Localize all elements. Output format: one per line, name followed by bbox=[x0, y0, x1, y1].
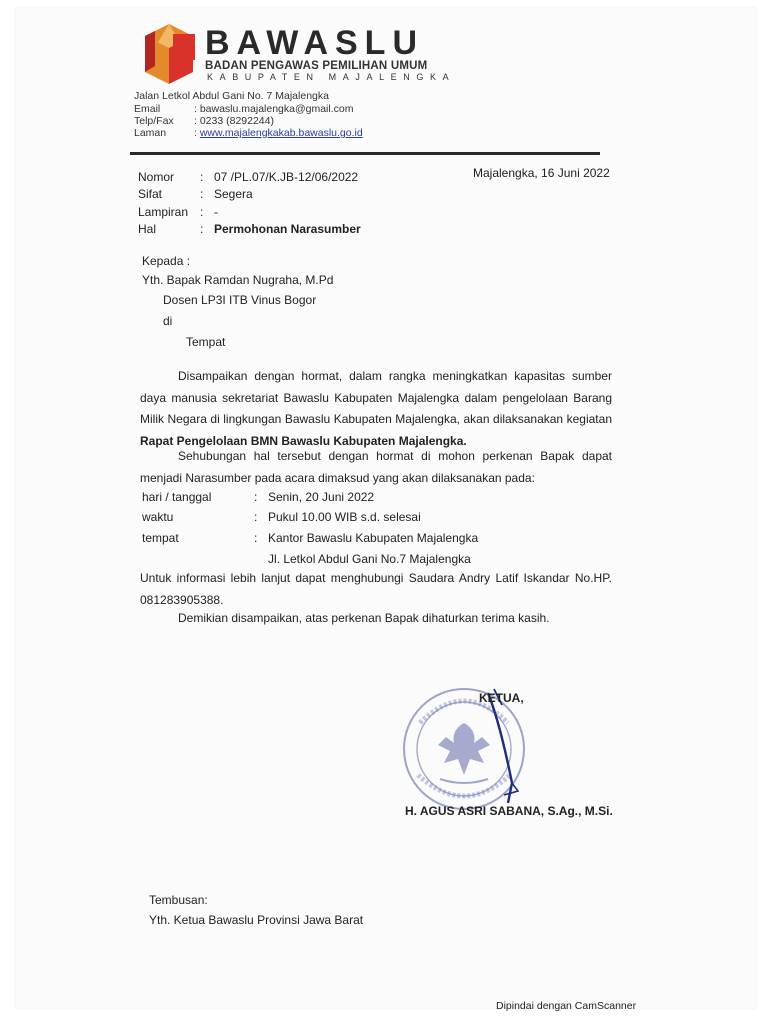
email-label: Email bbox=[134, 103, 161, 115]
cc-label: Tembusan: bbox=[149, 893, 208, 907]
paragraph-closing: Demikian disampaikan, atas perkenan Bapak dihaturkan terima kasih. bbox=[178, 611, 550, 625]
letter-meta: Nomor : 07 /PL.07/K.JB-12/06/2022 Sifat : Segera Lampiran : - Hal : Permohonan Narasumber bbox=[138, 170, 361, 236]
email-value: : bawaslu.majalengka@gmail.com bbox=[194, 103, 354, 115]
kepada-label: Kepada : bbox=[142, 254, 191, 268]
phone-label: Telp/Fax bbox=[134, 115, 174, 127]
nomor-label: Nomor bbox=[138, 170, 175, 184]
signatory-title: KETUA, bbox=[479, 691, 524, 705]
contact-block: Email : bawaslu.majalengka@gmail.com Telp/Fax : 0233 (8292244) Laman : www.majalengkakab.bawaslu.go.id bbox=[134, 103, 363, 139]
hal-label: Hal bbox=[138, 222, 157, 236]
office-address: Jalan Letkol Abdul Gani No. 7 Majalengka bbox=[134, 90, 329, 102]
brand-region: KABUPATEN MAJALENGKA bbox=[207, 72, 456, 82]
lampiran-value: - bbox=[214, 205, 218, 219]
detail-place-value: Kantor Bawaslu Kabupaten Majalengka bbox=[268, 531, 479, 545]
sifat-value: Segera bbox=[214, 187, 253, 201]
camscanner-watermark: Dipindai dengan CamScanner bbox=[496, 1000, 637, 1012]
recipient-di: di bbox=[163, 314, 173, 328]
brand-name: BAWASLU bbox=[205, 24, 424, 62]
detail-date-value: Senin, 20 Juni 2022 bbox=[268, 490, 375, 504]
website-label: Laman bbox=[134, 127, 167, 139]
brand-subtitle: BADAN PENGAWAS PEMILIHAN UMUM bbox=[205, 60, 428, 72]
phone-value: : 0233 (8292244) bbox=[194, 115, 274, 127]
bawaslu-logo bbox=[135, 22, 205, 88]
recipient-position: Dosen LP3I ITB Vinus Bogor bbox=[163, 293, 317, 307]
detail-place-label: tempat bbox=[142, 531, 179, 545]
hal-value: Permohonan Narasumber bbox=[214, 222, 361, 236]
recipient-name: Yth. Bapak Ramdan Nugraha, M.Pd bbox=[142, 273, 334, 287]
paragraph-intro: Disampaikan dengan hormat, dalam rangka meningkatkan kapasitas sumber daya manusia sekretariat Bawaslu Kabupaten Majalengka dalam pengelolaan Barang Milik Negara di lingkungan Bawaslu Kabupaten Majalengka, akan dilaksanakan kegiatan Rapat Pengelolaan BMN Bawaslu Kabupaten Majalengka. bbox=[140, 369, 612, 448]
paragraph-contact: Untuk informasi lebih lanjut dapat menghubungi Saudara Andry Latif Iskandar No.HP. 081283905388. bbox=[140, 571, 612, 607]
nomor-value: 07 /PL.07/K.JB-12/06/2022 bbox=[214, 170, 359, 184]
letterhead-divider bbox=[130, 152, 600, 155]
signatory-name: H. AGUS ASRI SABANA, S.Ag., M.Si. bbox=[405, 804, 613, 818]
cc-item: Yth. Ketua Bawaslu Provinsi Jawa Barat bbox=[149, 913, 364, 927]
detail-time-label: waktu bbox=[142, 510, 174, 524]
recipient-tempat: Tempat bbox=[186, 335, 226, 349]
lampiran-label: Lampiran bbox=[138, 205, 189, 219]
event-details: hari / tanggal : Senin, 20 Juni 2022 waktu : Pukul 10.00 WIB s.d. selesai tempat : Kantor Bawaslu Kabupaten Majalengka Jl. Letkol Abdul Gani No.7 Majalengka bbox=[142, 487, 542, 567]
paragraph-request: Sehubungan hal tersebut dengan hormat di mohon perkenan Bapak dapat menjadi Narasumber pada acara dimaksud yang akan dilaksanakan pada: bbox=[140, 449, 612, 485]
detail-time-value: Pukul 10.00 WIB s.d. selesai bbox=[268, 510, 421, 524]
website-link[interactable]: www.majalengkakab.bawaslu.go.id bbox=[199, 127, 363, 139]
event-name: Rapat Pengelolaan BMN Bawaslu Kabupaten Majalengka. bbox=[140, 433, 467, 448]
detail-place-address: Jl. Letkol Abdul Gani No.7 Majalengka bbox=[268, 552, 471, 566]
sifat-label: Sifat bbox=[138, 187, 163, 201]
detail-date-label: hari / tanggal bbox=[142, 490, 212, 504]
letter-date: Majalengka, 16 Juni 2022 bbox=[473, 166, 610, 180]
